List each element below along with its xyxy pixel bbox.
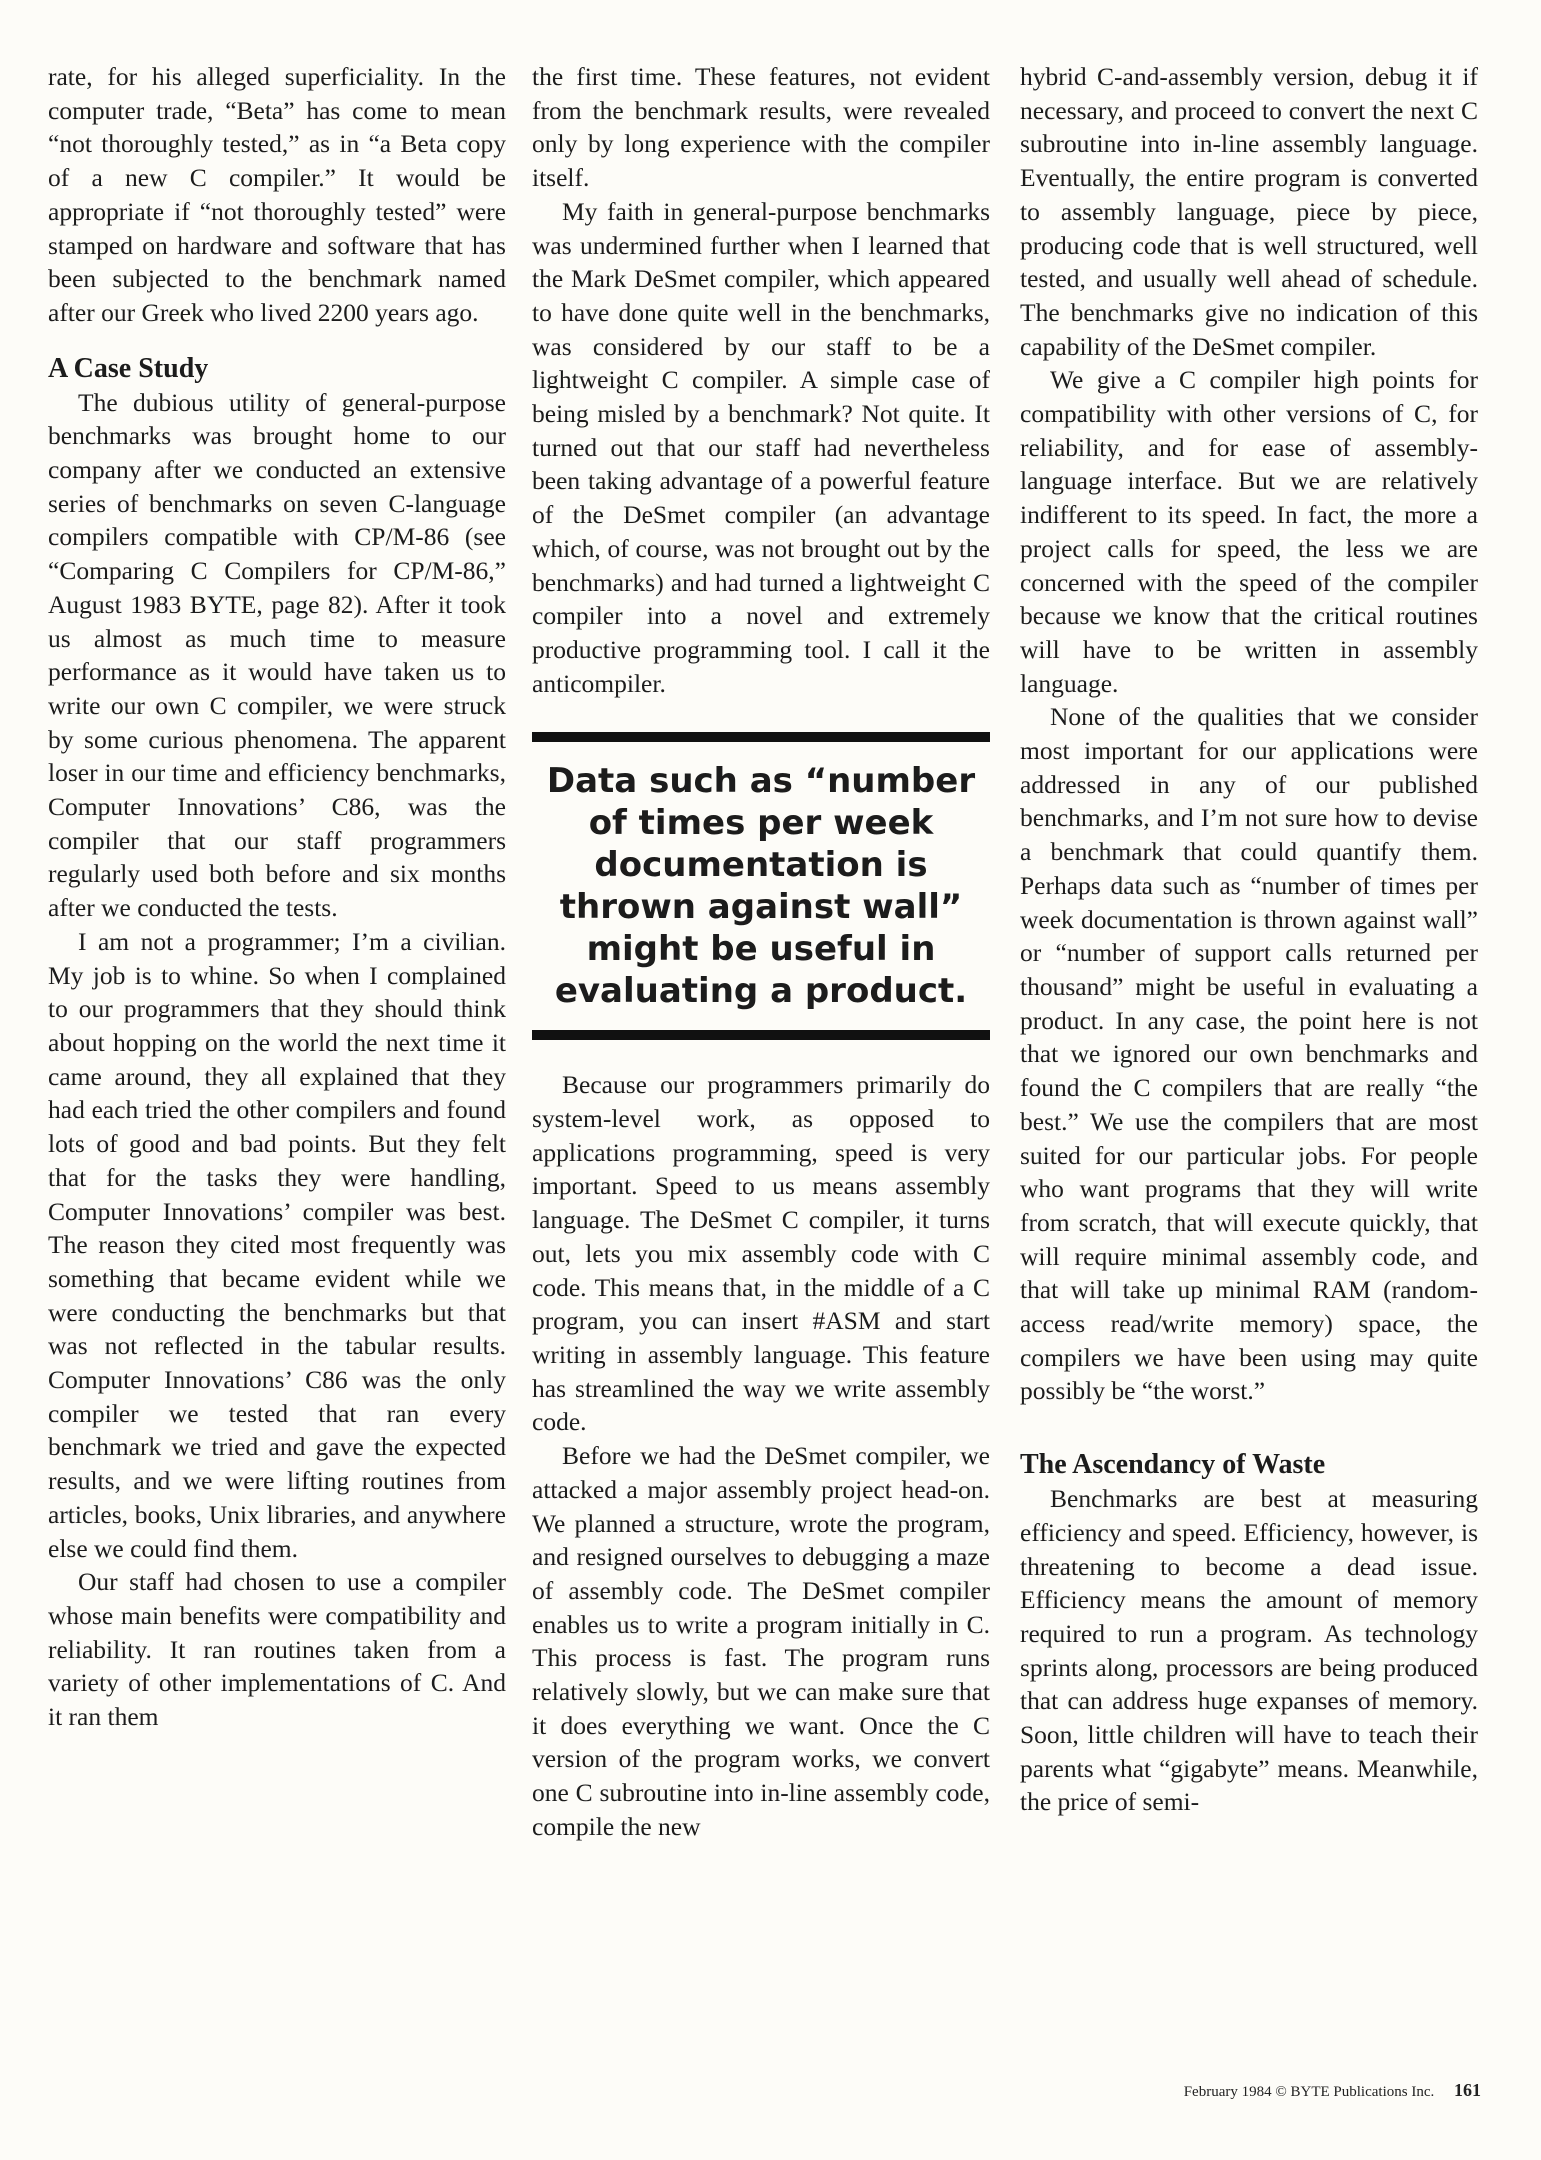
section-heading-case-study: A Case Study	[48, 352, 209, 384]
paragraph: Our staff had chosen to use a compiler whose main benefits were compatibility and reliability. It ran routines taken from a variety of other implementations of C. And it ran them	[48, 1567, 506, 1732]
page-footer	[1184, 2080, 1481, 2101]
column-1	[48, 60, 506, 1734]
paragraph: We give a C compiler high points for compatibility with other versions of C, for reliability, and for ease of assembly-language interface. But we are relatively indifferent to its speed. In fact, the more a project calls for speed, the less we are concerned with the speed of the compiler because we know that the critical routines will have to be written in assembly language.	[1020, 365, 1478, 698]
paragraph: My faith in general-purpose benchmarks was undermined further when I learned that the Mark DeSmet compiler, which appeared to have done quite well in the benchmarks, was considered by our staff to be a lightweight C compiler. A simple case of being misled by a benchmark? Not quite. It turned out that our staff had nevertheless been taking advantage of a powerful feature of the DeSmet compiler (an advantage which, of course, was not brought out by the benchmarks) and had turned a lightweight C compiler into a novel and extremely productive programming tool. I call it the anticompiler.	[532, 196, 990, 698]
paragraph: hybrid C-and-assembly version, debug it if necessary, and proceed to convert the next C subroutine into in-line assembly language. Eventually, the entire program is converted to assembly language, piece by piece, producing code that is well structured, well tested, and usually well ahead of schedule. The benchmarks give no indication of this capability of the DeSmet compiler.	[1020, 62, 1478, 361]
section-heading-waste: The Ascendancy of Waste	[1020, 1449, 1326, 1481]
paragraph: Before we had the DeSmet compiler, we attacked a major assembly project head-on. We planned a structure, wrote the program, and resigned ourselves to debugging a maze of assembly code. The DeSmet compiler enables us to write a program initially in C. This process is fast. The program runs relatively slowly, but we can make sure that it does everything we want. Once the C version of the program works, we convert one C subroutine into in-line assembly code, compile the new	[532, 1441, 990, 1841]
column-3	[1020, 60, 1478, 1819]
paragraph: None of the qualities that we consider most important for our applications were addressed in any of our published benchmarks, and I’m not sure how to devise a benchmark that could quantify them. Perhaps data such as “number of times per week documentation is thrown against wall” or “number of support calls returned per thousand” might be useful in evaluating a product. In any case, the point here is not that we ignored our own benchmarks and found the C compilers that are really “the best.” We use the compilers that are most suited for our particular jobs. For people who want programs that they will write from scratch, that will execute quickly, that will require minimal assembly code, and that will take up minimal RAM (random-access read/write memory) space, the compilers we have been using may quite possibly be “the worst.”	[1020, 702, 1478, 1406]
column-2	[532, 60, 990, 1844]
paragraph: The dubious utility of general-purpose benchmarks was brought home to our company after we conducted an extensive series of benchmarks on seven C-language compilers compatible with CP/M-86 (see “Comparing C Compilers for CP/M-86,” August 1983 BYTE, page 82). After it took us almost as much time to measure performance as it would have taken us to write our own C compiler, we were struck by some curious phenomena. The apparent loser in our time and efficiency benchmarks, Computer Innovations’ C86, was the compiler that our staff programmers regularly used both before and six months after we conducted the tests.	[48, 387, 506, 923]
paragraph: Because our programmers primarily do system-level work, as opposed to applications programming, speed is very important. Speed to us means assembly language. The DeSmet C compiler, it turns out, lets you mix assembly code with C code. This means that, in the middle of a C program, you can insert #ASM and start writing in assembly language. This feature has streamlined the way we write assembly code.	[532, 1070, 990, 1437]
paragraph: I am not a programmer; I’m a civilian. My job is to whine. So when I complained to our programmers that they should think about hopping on the world the next time it came around, they all explained that they had each tried the other compilers and found lots of good and bad points. But they felt that for the tasks they were handling, Computer Innovations’ compiler was best. The reason they cited most frequently was something that became evident while we were conducting the benchmarks but that was not reflected in the tabular results. Computer Innovations’ C86 was the only compiler we tested that ran every benchmark we tried and gave the expected results, and we were lifting routines from articles, books, Unix libraries, and anywhere else we could find them.	[48, 926, 506, 1563]
page-number: 161	[1454, 2080, 1481, 2100]
footer-credit: February 1984 © BYTE Publications Inc.	[1183, 2084, 1435, 2100]
pull-quote: Data such as “number of times per week documentation is thrown against wall” might be useful in evaluating a product.	[532, 732, 990, 1040]
paragraph: the first time. These features, not evident from the benchmark results, were revealed only by long experience with the compiler itself.	[532, 62, 990, 193]
paragraph: Benchmarks are best at measuring efficiency and speed. Efficiency, however, is threatening to become a dead issue. Efficiency means the amount of memory required to run a program. As technology sprints along, processors are being produced that can address huge expanses of memory. Soon, little children will have to teach their parents what “gigabyte” means. Meanwhile, the price of semi-	[1020, 1484, 1478, 1817]
paragraph: rate, for his alleged superficiality. In the computer trade, “Beta” has come to mean “not thoroughly tested,” as in “a Beta copy of a new C compiler.” It would be appropriate if “not thoroughly tested” were stamped on hardware and software that has been subjected to the benchmark named after our Greek who lived 2200 years ago.	[48, 62, 506, 327]
